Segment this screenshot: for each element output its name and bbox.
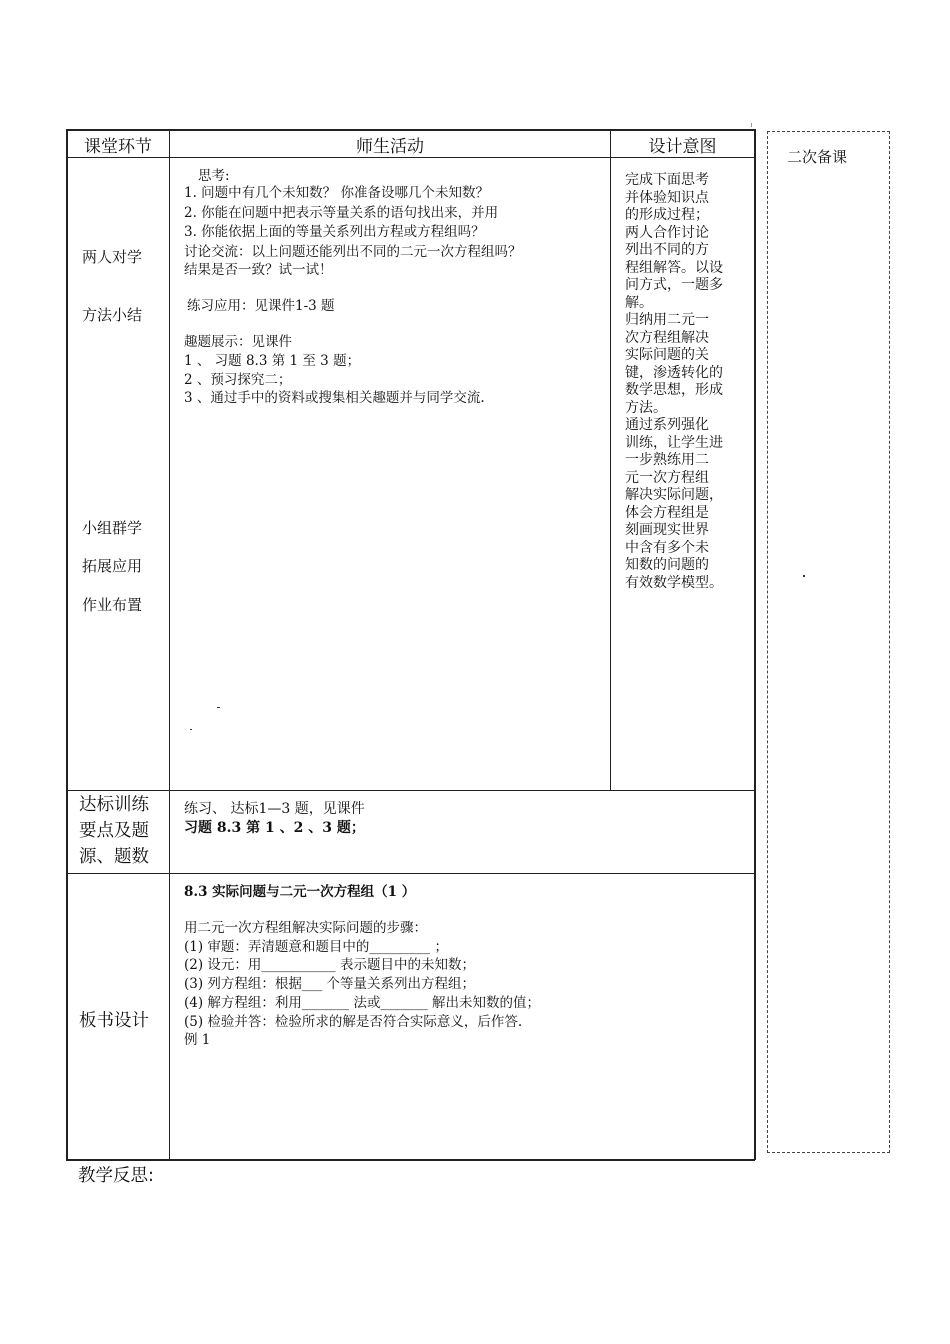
board-title: 8.3 实际问题与二元一次方程组（1 ） — [184, 884, 416, 900]
row2-line-1: 练习、 达标1—3 题，见课件 — [184, 801, 365, 817]
question-2: 2. 你能在问题中把表示等量关系的语句找出来，并用 — [184, 205, 499, 221]
fun-item-3: 3 、通过手中的资料或搜集相关趣题并与同学交流. — [184, 390, 485, 406]
design-line: 体会方程组是 — [625, 504, 709, 521]
design-line: 方法。 — [625, 399, 667, 416]
design-line: 数学思想，形成 — [625, 382, 723, 398]
side-label-extension: 拓展应用 — [82, 557, 143, 575]
discussion-line-2: 结果是否一致？试一试！ — [184, 262, 333, 278]
row2-line-2: 习题 8.3 第 1 、2 、3 题； — [184, 820, 365, 836]
board-label: 板书设计 — [79, 1011, 149, 1031]
second-prep-label: 二次备课 — [787, 148, 848, 166]
discussion-line-1: 讨论交流：以上问题还能列出不同的二元一次方程组吗？ — [184, 244, 522, 260]
header-section: 课堂环节 — [84, 137, 152, 157]
board-intro: 用二元一次方程组解决实际问题的步骤： — [184, 920, 427, 936]
design-line: 中含有多个未 — [625, 539, 709, 556]
side-label-group-study: 小组群学 — [82, 519, 143, 537]
design-line: 程组解答。以设 — [625, 259, 723, 276]
design-line: 知数的问题的 — [625, 557, 709, 573]
second-prep-box — [767, 131, 890, 1153]
design-line: 列出不同的方 — [625, 242, 709, 258]
board-step-5: (5) 检验并答：检验所求的解是否符合实际意义，后作答. — [184, 1014, 523, 1030]
design-line: 刻画现实世界 — [625, 522, 709, 538]
design-intent-text — [625, 172, 739, 592]
fun-item-1: 1 、 习题 8.3 第 1 至 3 题； — [184, 353, 361, 369]
board-step-4: (4) 解方程组：利用_______ 法或_______ 解出未知数的值； — [184, 995, 540, 1011]
design-line: 问方式，一题多 — [625, 277, 723, 293]
board-step-2: (2) 设元：用___________ 表示题目中的未知数； — [184, 957, 475, 973]
header-activities: 师生活动 — [356, 137, 424, 157]
design-line: 归纳用二元一 — [625, 312, 709, 328]
design-line: 解决实际问题， — [625, 487, 723, 503]
fun-title: 趣题展示：见课件 — [184, 334, 292, 350]
design-line: 通过系列强化 — [625, 417, 709, 433]
design-line: 次方程组解决 — [625, 329, 709, 346]
question-1: 1. 问题中有几个未知数？ 你准备设哪几个未知数？ — [184, 185, 489, 201]
row2-label: 达标训练要点及题源、题数 — [79, 795, 149, 867]
design-line: 解。 — [625, 294, 653, 311]
table-col-divider-2 — [610, 129, 611, 791]
design-line: 的形成过程； — [625, 207, 709, 223]
design-line: 一步熟练用二 — [625, 452, 709, 468]
board-step-1: (1) 审题：弄清题意和题目中的_________ ； — [184, 939, 448, 955]
design-line: 实际问题的关 — [625, 347, 709, 363]
corner-mark — [751, 123, 752, 127]
design-line: 元一次方程组 — [625, 469, 709, 486]
board-example: 例 1 — [184, 1032, 211, 1048]
side-label-method-summary: 方法小结 — [82, 306, 143, 324]
design-line: 训练，让学生进 — [625, 434, 723, 451]
fun-item-2: 2 、预习探究二； — [184, 372, 292, 388]
design-line: 并体验知识点 — [625, 189, 709, 206]
design-line: 两人合作讨论 — [625, 224, 709, 241]
question-3: 3. 你能依据上面的等量关系列出方程或方程组吗？ — [184, 224, 485, 240]
header-design-intent: 设计意图 — [648, 137, 717, 157]
design-line: 有效数学模型。 — [625, 574, 723, 591]
practice-line: 练习应用：见课件1-3 题 — [187, 298, 335, 314]
stray-mark — [217, 707, 220, 708]
design-line: 完成下面思考 — [625, 172, 709, 188]
table-col-divider-1 — [169, 129, 170, 1160]
design-line: 键，渗透转化的 — [625, 364, 723, 381]
board-step-3: (3) 列方程组：根据___ 个等量关系列出方程组； — [184, 976, 475, 992]
table-border-left — [66, 129, 68, 1160]
side-label-pair-study: 两人对学 — [82, 248, 143, 266]
table-border-right — [754, 129, 756, 1160]
stray-mark — [190, 729, 192, 730]
side-label-homework: 作业布置 — [82, 596, 143, 614]
teaching-reflection-label: 教学反思: — [78, 1166, 154, 1186]
think-title: 思考: — [198, 168, 230, 184]
